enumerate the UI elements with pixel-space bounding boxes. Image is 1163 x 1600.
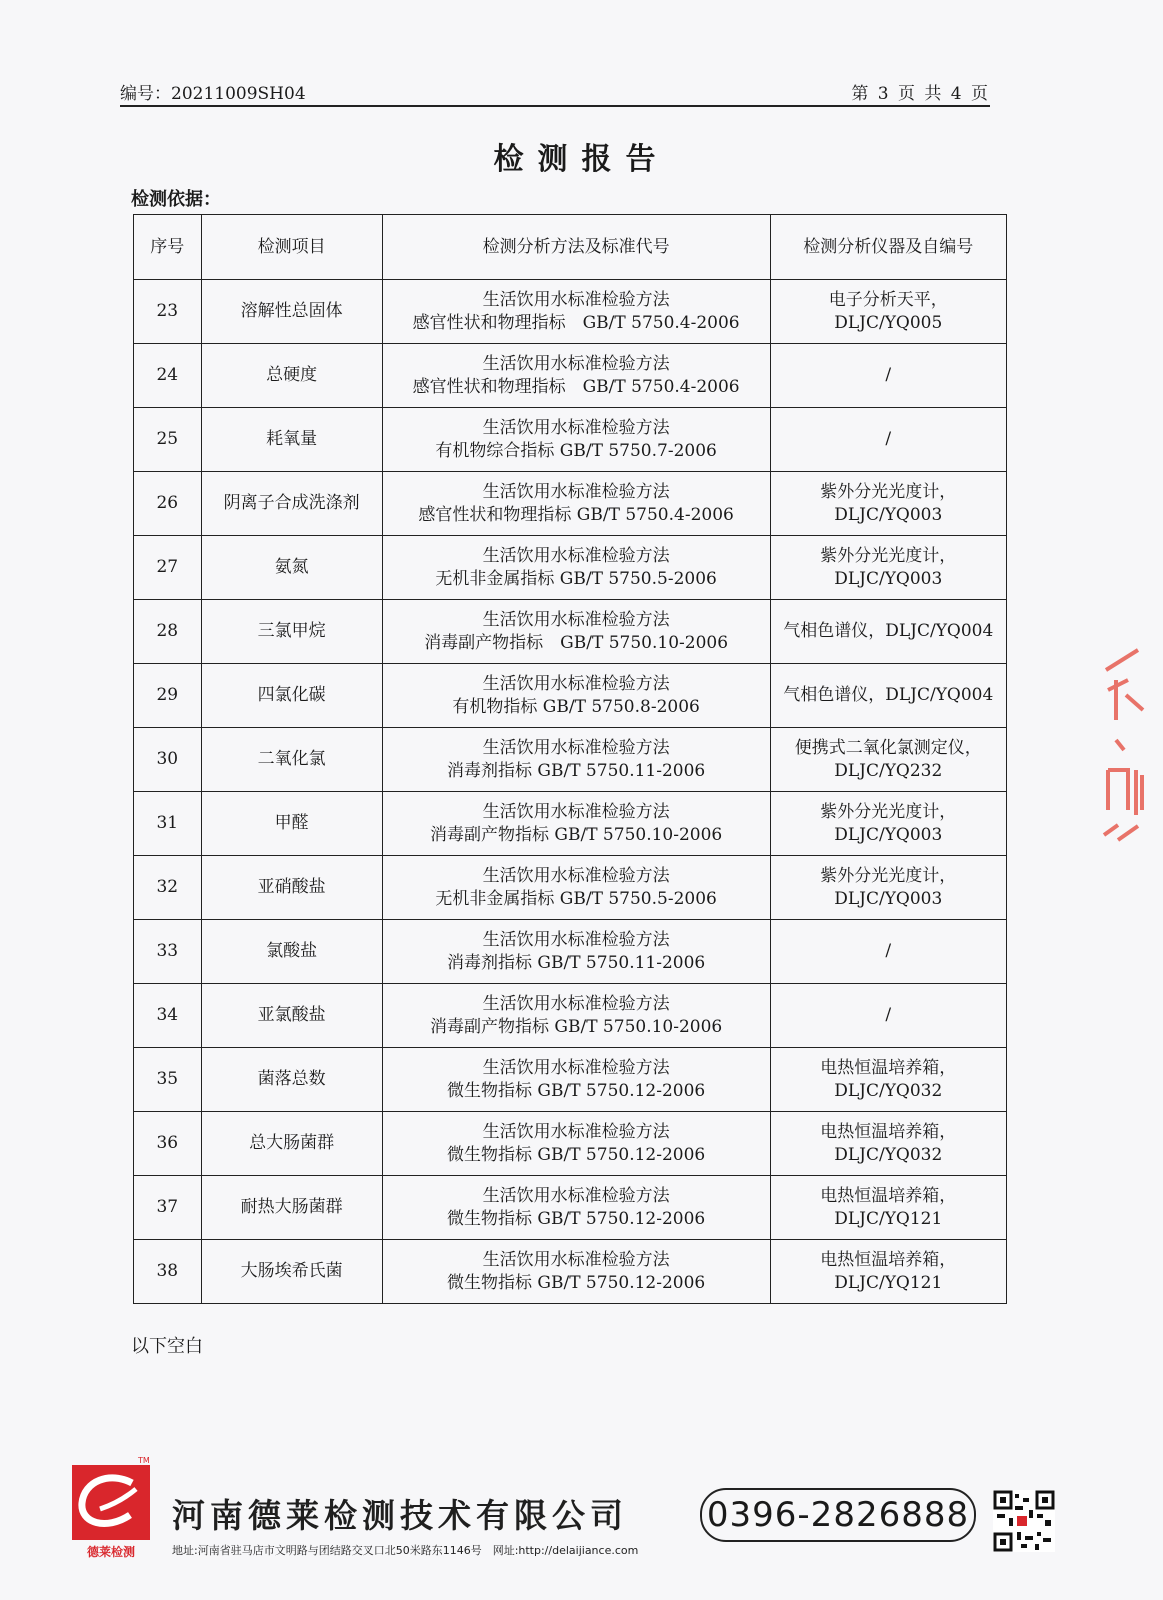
row-number (134, 1240, 202, 1304)
test-method-text: 有机物综合指标 GB/T 5750.7-2006 (435, 440, 717, 461)
test-instrument-text: / (885, 941, 892, 961)
row-number-text: 24 (156, 365, 179, 385)
test-instrument (770, 728, 1006, 792)
test-item-text: 溶解性总固体 (240, 301, 343, 321)
test-method-text: 生活饮用水标准检验方法 (482, 929, 670, 950)
test-instrument (770, 600, 1006, 664)
test-instrument (770, 856, 1006, 920)
test-method-text: 无机非金属指标 GB/T 5750.5-2006 (435, 568, 717, 589)
test-method-text: 生活饮用水标准检验方法 (482, 865, 670, 886)
test-method (382, 1176, 770, 1240)
test-instrument-text: 紫外分光光度计， (820, 481, 957, 502)
test-item-text: 菌落总数 (257, 1069, 326, 1089)
stamp-icon (1098, 650, 1148, 850)
table-row (134, 344, 1007, 408)
test-item-text: 耗氧量 (266, 429, 318, 449)
svg-text:TM: TM (138, 1456, 150, 1465)
test-method (382, 344, 770, 408)
test-instrument-text: 紫外分光光度计， (820, 545, 957, 566)
table-row (134, 792, 1007, 856)
test-method-text: 生活饮用水标准检验方法 (482, 609, 670, 630)
table-row (134, 600, 1007, 664)
row-number-text: 31 (156, 813, 179, 833)
phone-number: 0396-2826888 (700, 1488, 976, 1542)
test-method-text: 无机非金属指标 GB/T 5750.5-2006 (435, 888, 717, 909)
test-method-text: 生活饮用水标准检验方法 (482, 737, 670, 758)
red-stamp-fragment (1098, 650, 1148, 850)
test-item (201, 536, 382, 600)
test-method-text: 感官性状和物理指标 GB/T 5750.4-2006 (412, 312, 740, 333)
test-method (382, 1048, 770, 1112)
test-method-text: 消毒副产物指标 GB/T 5750.10-2006 (429, 1016, 723, 1037)
test-instrument-text: 气相色谱仪，DLJC/YQ004 (783, 685, 994, 705)
test-item-text: 亚硝酸盐 (257, 877, 326, 897)
test-method-text: 消毒剂指标 GB/T 5750.11-2006 (446, 952, 706, 973)
test-instrument-text: DLJC/YQ232 (834, 760, 943, 781)
row-number (134, 280, 202, 344)
row-number-text: 29 (156, 685, 179, 705)
test-instrument-text: DLJC/YQ005 (834, 312, 943, 333)
page-title: 检测报告 (493, 142, 670, 177)
test-method-text: 生活饮用水标准检验方法 (482, 1121, 670, 1142)
test-item (201, 280, 382, 344)
test-method-text: 消毒剂指标 GB/T 5750.11-2006 (446, 760, 706, 781)
test-method (382, 280, 770, 344)
row-number-text: 34 (156, 1005, 179, 1025)
test-instrument (770, 1176, 1006, 1240)
test-method-text: 生活饮用水标准检验方法 (482, 545, 670, 566)
test-item (201, 1048, 382, 1112)
test-instrument (770, 1112, 1006, 1176)
table-row (134, 280, 1007, 344)
column-header-instrument: 检测分析仪器及自编号 (770, 215, 1006, 280)
test-instrument-text: DLJC/YQ121 (834, 1272, 943, 1293)
test-method-text: 微生物指标 GB/T 5750.12-2006 (446, 1080, 706, 1101)
table-row (134, 664, 1007, 728)
test-instrument-text: 便携式二氧化氯测定仪， (794, 737, 982, 758)
row-number (134, 920, 202, 984)
table-row (134, 1240, 1007, 1304)
column-header-method: 检测分析方法及标准代号 (382, 215, 770, 280)
test-instrument (770, 280, 1006, 344)
row-number-text: 35 (156, 1069, 179, 1089)
table-row (134, 728, 1007, 792)
row-number (134, 856, 202, 920)
test-instrument-text: 电热恒温培养箱， (820, 1121, 957, 1142)
test-method (382, 472, 770, 536)
test-item-text: 大肠埃希氏菌 (240, 1261, 343, 1281)
qr-code (993, 1490, 1055, 1552)
test-instrument-text: 气相色谱仪，DLJC/YQ004 (783, 621, 994, 641)
test-method (382, 600, 770, 664)
row-number-text: 30 (156, 749, 179, 769)
test-instrument (770, 472, 1006, 536)
test-instrument-text: DLJC/YQ121 (834, 1208, 943, 1229)
test-method-text: 生活饮用水标准检验方法 (482, 481, 670, 502)
test-instrument-text: 电热恒温培养箱， (820, 1249, 957, 1270)
logo-caption: 德莱检测 (86, 1545, 135, 1559)
test-method-text: 微生物指标 GB/T 5750.12-2006 (446, 1144, 706, 1165)
blank-below-note: 以下空白 (131, 1336, 203, 1357)
row-number-text: 28 (156, 621, 179, 641)
page-number: 第 3 页 共 4 页 (851, 84, 990, 104)
table-row (134, 920, 1007, 984)
row-number (134, 728, 202, 792)
test-basis-table (133, 214, 1007, 1304)
test-method-text: 有机物指标 GB/T 5750.8-2006 (452, 696, 700, 717)
row-number-text: 27 (156, 557, 179, 577)
test-item-text: 氨氮 (274, 557, 309, 577)
test-instrument-text: / (885, 365, 892, 385)
company-address: 地址:河南省驻马店市文明路与团结路交叉口北50米路东1146号 网址:http://delaijiance.com (172, 1544, 639, 1557)
test-item-text: 耐热大肠菌群 (240, 1197, 343, 1217)
table-row (134, 472, 1007, 536)
test-method-text: 生活饮用水标准检验方法 (482, 417, 670, 438)
test-method-text: 生活饮用水标准检验方法 (482, 801, 670, 822)
test-item (201, 728, 382, 792)
test-item (201, 1240, 382, 1304)
test-item (201, 472, 382, 536)
row-number (134, 1112, 202, 1176)
test-method (382, 664, 770, 728)
test-item-text: 四氯化碳 (257, 685, 326, 705)
test-method-text: 生活饮用水标准检验方法 (482, 289, 670, 310)
test-instrument-text: 电子分析天平， (828, 289, 948, 310)
qr-code-icon (993, 1490, 1055, 1552)
row-number (134, 600, 202, 664)
test-instrument-text: DLJC/YQ003 (834, 888, 943, 909)
row-number (134, 344, 202, 408)
table-row (134, 1176, 1007, 1240)
test-instrument (770, 920, 1006, 984)
row-number (134, 984, 202, 1048)
test-item (201, 920, 382, 984)
test-item (201, 856, 382, 920)
test-item-text: 总硬度 (266, 365, 318, 385)
test-method (382, 984, 770, 1048)
test-instrument (770, 1048, 1006, 1112)
test-method-text: 微生物指标 GB/T 5750.12-2006 (446, 1208, 706, 1229)
row-number-text: 36 (156, 1133, 179, 1153)
test-instrument (770, 1240, 1006, 1304)
table-row (134, 1112, 1007, 1176)
table-header-row (134, 215, 1007, 280)
row-number (134, 1176, 202, 1240)
test-item (201, 344, 382, 408)
row-number-text: 23 (156, 301, 179, 321)
test-instrument-text: DLJC/YQ003 (834, 504, 943, 525)
test-method-text: 感官性状和物理指标 GB/T 5750.4-2006 (418, 504, 734, 525)
test-item-text: 阴离子合成洗涤剂 (223, 493, 360, 513)
test-item (201, 408, 382, 472)
test-method (382, 1240, 770, 1304)
test-instrument-text: / (885, 429, 892, 449)
table-row (134, 536, 1007, 600)
test-item-text: 二氧化氯 (257, 749, 326, 769)
table-row (134, 408, 1007, 472)
test-method-text: 感官性状和物理指标 GB/T 5750.4-2006 (412, 376, 740, 397)
test-method-text: 生活饮用水标准检验方法 (482, 1185, 670, 1206)
row-number-text: 26 (156, 493, 179, 513)
test-item-text: 甲醛 (274, 813, 309, 833)
test-instrument (770, 344, 1006, 408)
row-number (134, 664, 202, 728)
test-method (382, 728, 770, 792)
test-method-text: 生活饮用水标准检验方法 (482, 673, 670, 694)
test-method-text: 生活饮用水标准检验方法 (482, 993, 670, 1014)
test-method-text: 生活饮用水标准检验方法 (482, 1057, 670, 1078)
test-item (201, 984, 382, 1048)
row-number (134, 408, 202, 472)
test-method (382, 536, 770, 600)
test-item (201, 1176, 382, 1240)
table-row (134, 856, 1007, 920)
test-instrument-text: 紫外分光光度计， (820, 865, 957, 886)
table-row (134, 984, 1007, 1048)
test-instrument-text: / (885, 1005, 892, 1025)
test-method (382, 920, 770, 984)
test-item (201, 600, 382, 664)
row-number (134, 1048, 202, 1112)
table-row (134, 1048, 1007, 1112)
row-number (134, 536, 202, 600)
test-instrument (770, 536, 1006, 600)
test-method (382, 792, 770, 856)
test-item-text: 总大肠菌群 (249, 1133, 335, 1153)
test-instrument-text: DLJC/YQ032 (834, 1080, 943, 1101)
test-instrument-text: DLJC/YQ032 (834, 1144, 943, 1165)
row-number-text: 37 (156, 1197, 179, 1217)
row-number-text: 38 (156, 1261, 179, 1281)
test-instrument-text: 电热恒温培养箱， (820, 1185, 957, 1206)
test-item (201, 792, 382, 856)
test-instrument-text: 紫外分光光度计， (820, 801, 957, 822)
test-instrument (770, 792, 1006, 856)
row-number (134, 792, 202, 856)
test-item-text: 氯酸盐 (266, 941, 318, 961)
report-number: 编号：20211009SH04 (120, 84, 306, 104)
report-header (120, 75, 990, 107)
basis-label: 检测依据： (131, 189, 221, 210)
test-instrument-text: 电热恒温培养箱， (820, 1057, 957, 1078)
row-number-text: 33 (156, 941, 179, 961)
row-number-text: 32 (156, 877, 179, 897)
row-number (134, 472, 202, 536)
table-body (134, 280, 1007, 1304)
test-instrument (770, 664, 1006, 728)
column-header-item: 检测项目 (201, 215, 382, 280)
test-item (201, 664, 382, 728)
test-method-text: 生活饮用水标准检验方法 (482, 1249, 670, 1270)
test-method-text: 消毒副产物指标 GB/T 5750.10-2006 (429, 824, 723, 845)
test-method-text: 消毒副产物指标 GB/T 5750.10-2006 (424, 632, 729, 653)
test-method (382, 856, 770, 920)
test-instrument-text: DLJC/YQ003 (834, 568, 943, 589)
test-item-text: 三氯甲烷 (257, 621, 326, 641)
row-number-text: 25 (156, 429, 179, 449)
test-item (201, 1112, 382, 1176)
test-method (382, 1112, 770, 1176)
company-logo (72, 1456, 150, 1560)
test-method (382, 408, 770, 472)
test-method-text: 微生物指标 GB/T 5750.12-2006 (446, 1272, 706, 1293)
test-method-text: 生活饮用水标准检验方法 (482, 353, 670, 374)
test-instrument (770, 984, 1006, 1048)
company-name: 河南德莱检测技术有限公司 (172, 1496, 628, 1535)
test-instrument-text: DLJC/YQ003 (834, 824, 943, 845)
test-instrument (770, 408, 1006, 472)
column-header-no: 序号 (134, 215, 202, 280)
test-item-text: 亚氯酸盐 (257, 1005, 326, 1025)
